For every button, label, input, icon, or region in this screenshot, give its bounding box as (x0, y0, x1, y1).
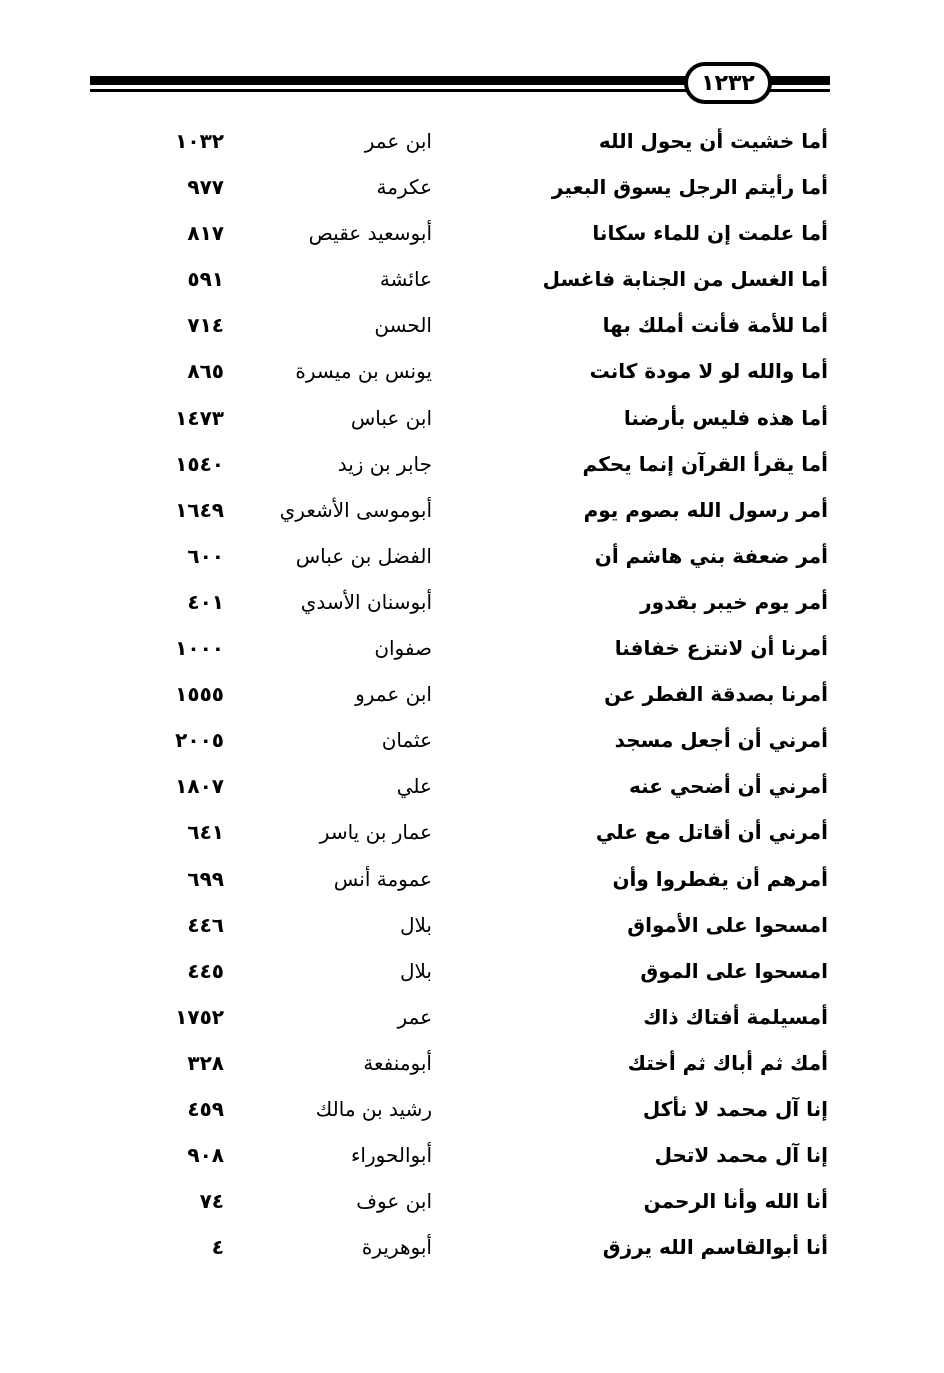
narrator-name: بلال (399, 912, 432, 937)
index-row (0, 1224, 944, 1270)
index-row (0, 717, 944, 763)
hadith-number: ١٦٤٩ (175, 497, 224, 522)
hadith-number: ١٨٠٧ (175, 774, 224, 799)
hadith-text: أما الغسل من الجنابة فاغسل (542, 267, 828, 292)
hadith-number: ٤ (211, 1235, 224, 1260)
hadith-text: أمر ضعفة بني هاشم أن (594, 543, 828, 568)
hadith-number: ٧٤ (199, 1189, 224, 1214)
index-row (0, 441, 944, 487)
narrator-name: صفوان (374, 636, 432, 661)
hadith-number: ٨٦٥ (187, 359, 224, 384)
hadith-number: ٨١٧ (187, 221, 224, 246)
hadith-text: أما هذه فليس بأرضنا (623, 405, 828, 430)
hadith-number: ٥٩١ (187, 267, 224, 292)
page-number-badge (684, 62, 772, 104)
narrator-name: أبوموسى الأشعري (279, 497, 432, 522)
hadith-text: أمرهم أن يفطروا وأن (612, 866, 828, 891)
hadith-text: أمك ثم أباك ثم أختك (627, 1050, 828, 1075)
narrator-name: الفضل بن عباس (295, 543, 432, 568)
index-row (0, 579, 944, 625)
index-row (0, 948, 944, 994)
narrator-name: جابر بن زيد (337, 451, 432, 476)
hadith-text: إنا آل محمد لا نأكل (642, 1096, 828, 1121)
index-row (0, 348, 944, 394)
narrator-name: أبومنفعة (363, 1050, 432, 1075)
narrator-name: ابن عوف (356, 1189, 432, 1214)
hadith-number: ١٠٠٠ (175, 636, 224, 661)
hadith-number: ٤٤٥ (187, 958, 224, 983)
narrator-name: عكرمة (376, 175, 432, 200)
index-row (0, 1086, 944, 1132)
hadith-text: امسحوا على الأمواق (627, 912, 828, 937)
index-row (0, 256, 944, 302)
hadith-text: أمرني أن أقاتل مع علي (595, 820, 828, 845)
hadith-number: ٤٥٩ (187, 1096, 224, 1121)
index-row (0, 118, 944, 164)
narrator-name: ابن عمرو (355, 682, 432, 707)
index-table (0, 118, 944, 1270)
narrator-name: عائشة (379, 267, 432, 292)
hadith-text: امسحوا على الموق (640, 958, 828, 983)
narrator-name: بلال (399, 958, 432, 983)
hadith-number: ١٠٣٢ (175, 129, 224, 153)
narrator-name: عثمان (381, 728, 432, 753)
hadith-text: أمرنا بصدقة الفطر عن (604, 682, 828, 707)
hadith-number: ٦٩٩ (187, 866, 224, 891)
index-row (0, 625, 944, 671)
narrator-name: عمار بن ياسر (319, 820, 432, 845)
narrator-name: أبوسنان الأسدي (300, 589, 432, 614)
hadith-number: ٩٧٧ (187, 175, 224, 200)
index-row (0, 164, 944, 210)
hadith-text: أمرني أن أضحي عنه (628, 774, 828, 799)
narrator-name: يونس بن ميسرة (295, 359, 432, 384)
index-row (0, 395, 944, 441)
index-row (0, 487, 944, 533)
hadith-text: أمر رسول الله بصوم يوم (583, 497, 828, 522)
index-row (0, 856, 944, 902)
hadith-number: ٦٠٠ (187, 543, 224, 568)
hadith-text: أما خشيت أن يحول الله (598, 129, 828, 153)
hadith-number: ١٧٥٢ (175, 1004, 224, 1029)
hadith-text: أمسيلمة أفتاك ذاك (643, 1004, 828, 1029)
hadith-text: أمرنا أن لانتزع خفافنا (614, 636, 828, 661)
hadith-number: ٦٤١ (187, 820, 224, 845)
index-row (0, 533, 944, 579)
hadith-number: ٤٤٦ (187, 912, 224, 937)
index-row (0, 671, 944, 717)
narrator-name: علي (396, 774, 432, 799)
hadith-text: أنا الله وأنا الرحمن (643, 1189, 828, 1214)
hadith-text: أما علمت إن للماء سكانا (592, 221, 828, 246)
index-row (0, 1040, 944, 1086)
narrator-name: عمر (397, 1004, 432, 1029)
index-row (0, 1132, 944, 1178)
index-row (0, 1178, 944, 1224)
narrator-name: ابن عباس (350, 405, 432, 430)
hadith-number: ٩٠٨ (187, 1143, 224, 1168)
narrator-name: ابن عمر (364, 129, 432, 153)
hadith-text: أمر يوم خيبر بقدور (640, 589, 828, 614)
hadith-text: إنا آل محمد لاتحل (654, 1143, 828, 1168)
hadith-text: أما يقرأ القرآن إنما يحكم (582, 451, 828, 476)
hadith-number: ٤٠١ (187, 589, 224, 614)
hadith-number: ٧١٤ (187, 313, 224, 338)
hadith-text: أمرني أن أجعل مسجد (614, 728, 828, 753)
narrator-name: الحسن (374, 313, 432, 338)
index-row (0, 809, 944, 855)
hadith-number: ١٤٧٣ (175, 405, 224, 430)
narrator-name: رشيد بن مالك (315, 1096, 432, 1121)
narrator-name: عمومة أنس (333, 866, 432, 891)
hadith-text: أما رأيتم الرجل يسوق البعير (551, 175, 828, 200)
index-row (0, 902, 944, 948)
index-row (0, 302, 944, 348)
narrator-name: أبوسعيد عقيص (308, 221, 432, 246)
hadith-text: أما للأمة فأنت أملك بها (602, 313, 828, 338)
hadith-text: أما والله لو لا مودة كانت (589, 359, 828, 384)
hadith-number: ٢٠٠٥ (175, 728, 224, 753)
narrator-name: أبوهريرة (361, 1235, 432, 1260)
index-row (0, 763, 944, 809)
hadith-number: ١٥٥٥ (175, 682, 224, 707)
hadith-text: أنا أبوالقاسم الله يرزق (602, 1235, 828, 1260)
index-row (0, 994, 944, 1040)
hadith-number: ٣٢٨ (187, 1050, 224, 1075)
hadith-number: ١٥٤٠ (175, 451, 224, 476)
index-row (0, 210, 944, 256)
page-number: ١٢٣٢ (701, 70, 755, 96)
narrator-name: أبوالحوراء (351, 1143, 432, 1168)
